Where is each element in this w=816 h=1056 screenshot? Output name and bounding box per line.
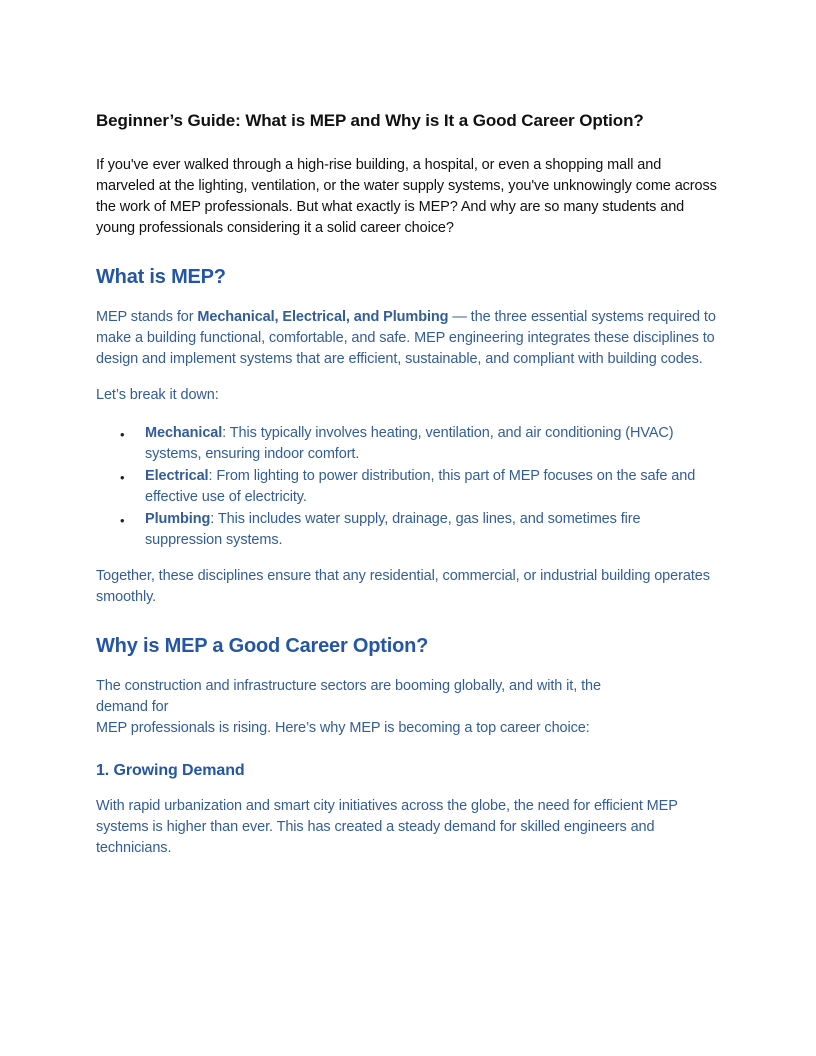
mep-definition-paragraph [96, 307, 720, 370]
bullet-dot-icon: • [120, 512, 125, 528]
intro-paragraph: If you've ever walked through a high-rise building, a hospital, or even a shopping mall and marveled at the lighting, ventilation, or the water supply systems, you've unknowingly come across the work of MEP professionals. But what exactly is MEP? And why are so many students and young professionals considering it a solid career choice? [96, 156, 717, 236]
growing-demand-paragraph: With rapid urbanization and smart city initiatives across the globe, the need for efficient MEP systems is higher than ever. This has created a steady demand for skilled engineers and technicians. [96, 797, 678, 856]
bullet-term-electrical: Electrical [145, 467, 209, 484]
bullet-text-plumbing: : This includes water supply, drainage, gas lines, and sometimes fire suppression systems. [145, 510, 641, 548]
mep-definition-text-after: — the three essential systems required to make a building functional, comfortable, and safe. MEP engineering integrates these disciplines to design and implement systems that are efficient, sustainable, and compliant with building codes. [96, 308, 716, 367]
breakdown-intro-paragraph: Let’s break it down: [96, 386, 219, 403]
section-heading-what-is-mep: What is MEP? [96, 265, 226, 288]
document-title: Beginner’s Guide: What is MEP and Why is It a Good Career Option? [96, 111, 644, 130]
mep-bullet-list [96, 423, 720, 551]
section-heading-career-option: Why is MEP a Good Career Option? [96, 634, 429, 657]
bullet-item-electrical [120, 466, 720, 508]
bullet-item-mechanical [120, 423, 720, 465]
subheading-growing-demand: 1. Growing Demand [96, 761, 245, 779]
mep-closing-paragraph: Together, these disciplines ensure that any residential, commercial, or industrial building operates smoothly. [96, 567, 710, 605]
mep-definition-text-before: MEP stands for [96, 308, 198, 325]
bullet-item-plumbing [120, 509, 720, 551]
bullet-term-plumbing: Plumbing [145, 510, 211, 527]
bullet-text-mechanical: : This typically involves heating, ventilation, and air conditioning (HVAC) systems, ensuring indoor comfort. [145, 424, 674, 462]
bullet-dot-icon: • [120, 469, 125, 485]
bullet-text-electrical: : From lighting to power distribution, this part of MEP focuses on the safe and effective use of electricity. [145, 467, 696, 505]
bullet-dot-icon: • [120, 426, 125, 442]
mep-definition-bold-term: Mechanical, Electrical, and Plumbing [197, 308, 449, 325]
career-intro-paragraph: The construction and infrastructure sectors are booming globally, and with it, the demand for MEP professionals is rising. Here’s why MEP is becoming a top career choice: [96, 677, 601, 736]
bullet-term-mechanical: Mechanical [145, 424, 223, 441]
